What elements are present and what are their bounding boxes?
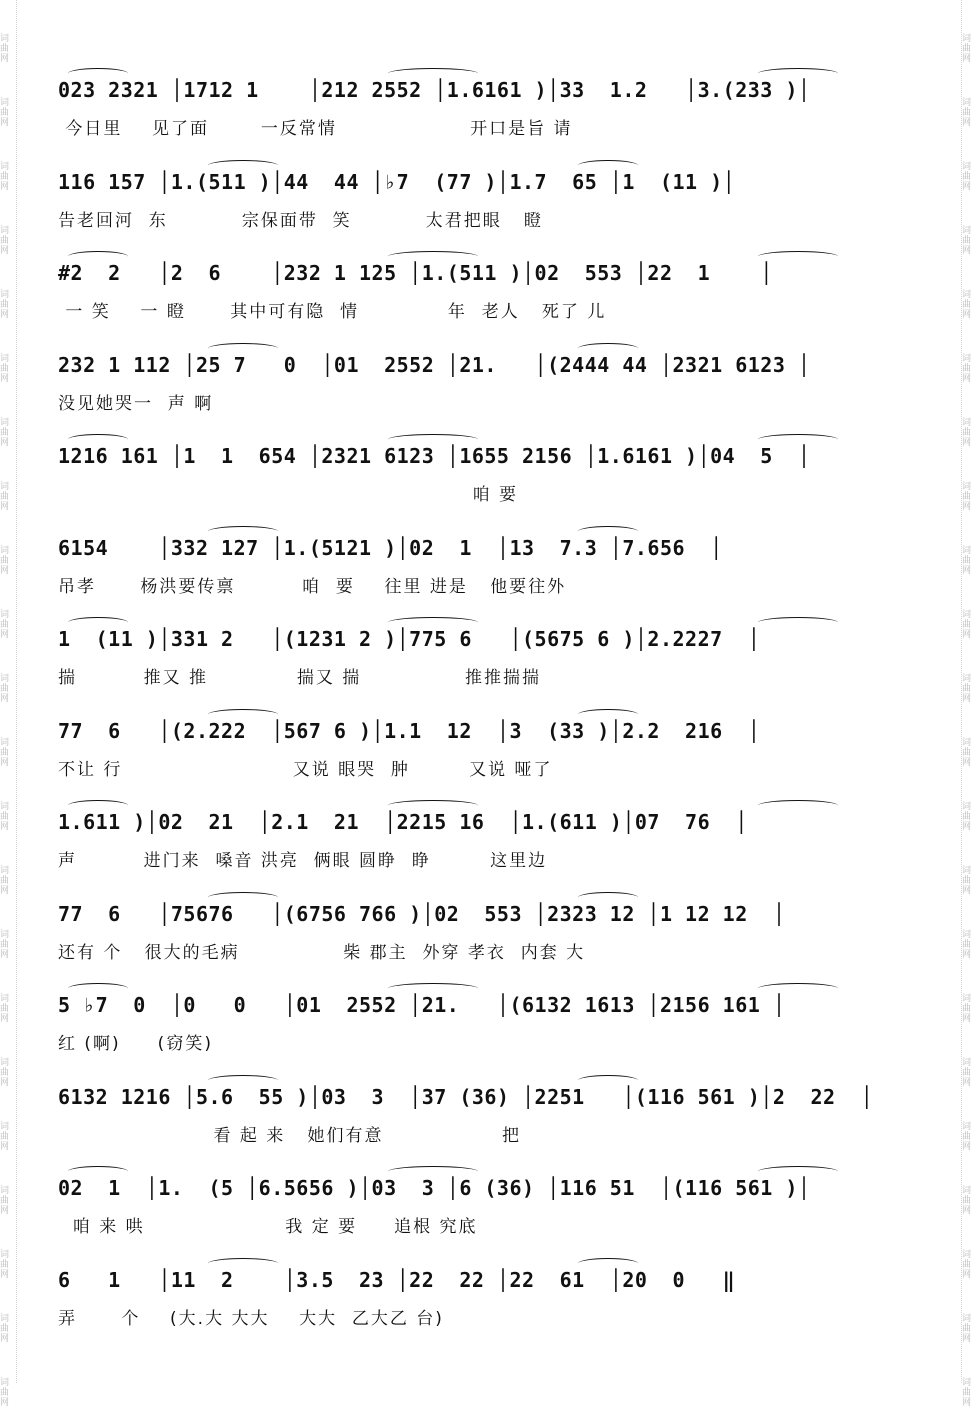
watermark-text: 词曲网 <box>962 34 972 64</box>
watermark-text: 词曲网 <box>0 1058 10 1088</box>
notation-line: 5 ♭7 0 │0 0 │01 2552 │21. │(6132 1613 │2156 161 │ <box>58 993 786 1017</box>
score-system <box>58 1051 930 1146</box>
lyric-line: 看 起 来 她们有意 把 <box>58 1125 521 1146</box>
score-system <box>58 1142 930 1237</box>
notation-line: 6132 1216 │5.6 55 )│03 3 │37 (36) │2251 │(116 561 )│2 22 │ <box>58 1084 874 1109</box>
lyric-line: 咱 要 <box>58 485 519 505</box>
watermark-text: 词曲网 <box>0 546 10 576</box>
watermark-text: 词曲网 <box>0 226 10 256</box>
watermark-text: 词曲网 <box>0 98 10 128</box>
score-system <box>58 776 930 871</box>
watermark-text: 词曲网 <box>962 1314 972 1344</box>
score-system <box>58 1234 930 1329</box>
watermark-text: 词曲网 <box>0 1314 10 1344</box>
score-system <box>58 136 930 231</box>
watermark-text: 词曲网 <box>962 738 972 768</box>
notation-line: 6 1 │11 2 │3.5 23 │22 22 │22 61 │20 0 ‖ <box>58 1267 736 1292</box>
watermark-text: 词曲网 <box>0 418 10 448</box>
watermark-text: 词曲网 <box>962 354 972 384</box>
watermark-text: 词曲网 <box>962 546 972 576</box>
right-watermark-strip <box>961 0 978 1408</box>
notation-line: 023 2321 │1712 1 │212 2552 │1.6161 )│33 1.2 │3.(233 )│ <box>58 78 811 102</box>
watermark-text: 词曲网 <box>962 98 972 128</box>
watermark-text: 词曲网 <box>0 482 10 512</box>
watermark-text: 词曲网 <box>0 34 10 64</box>
notation-line: 1216 161 │1 1 654 │2321 6123 │1655 2156 │1.6161 )│04 5 │ <box>58 444 811 468</box>
notation-line: 1 (11 )│331 2 │(1231 2 )│775 6 │(5675 6 )│2.2227 │ <box>58 627 761 651</box>
watermark-text: 词曲网 <box>962 1250 972 1280</box>
lyric-line: 吊孝 杨洪要传禀 咱 要 往里 进是 他要往外 <box>58 576 567 597</box>
notation-line: 77 6 │75676 │(6756 766 )│02 553 │2323 12 │1 12 12 │ <box>58 901 786 926</box>
score-system <box>58 868 930 963</box>
score-system <box>58 319 930 414</box>
watermark-text: 词曲网 <box>0 674 10 704</box>
watermark-text: 词曲网 <box>962 290 972 320</box>
notation-line: 1.611 )│02 21 │2.1 21 │2215 16 │1.(611 )│07 76 │ <box>58 810 748 834</box>
lyric-line: 告老回河 东 宗保面带 笑 太君把眼 瞪 <box>58 210 543 231</box>
watermark-text: 词曲网 <box>0 1122 10 1152</box>
watermark-text: 词曲网 <box>962 1122 972 1152</box>
watermark-text: 词曲网 <box>0 610 10 640</box>
lyric-line: 今日里 见了面 一反常情 开口是旨 请 <box>58 119 573 139</box>
lyric-line: 弄 个 (大.大 大大 大大 乙大乙 台) <box>58 1308 444 1329</box>
lyric-line: 没见她哭一 声 啊 <box>58 393 214 414</box>
left-watermark-strip <box>0 0 17 1408</box>
lyric-line: 还有 个 很大的毛病 柴 郡主 外穿 孝衣 内套 大 <box>58 942 586 963</box>
watermark-text: 词曲网 <box>0 930 10 960</box>
watermark-text: 词曲网 <box>962 1378 972 1408</box>
watermark-text: 词曲网 <box>962 418 972 448</box>
watermark-text: 词曲网 <box>962 482 972 512</box>
notation-line: 116 157 │1.(511 )│44 44 │♭7 (77 )│1.7 65 │1 (11 )│ <box>58 169 736 194</box>
watermark-text: 词曲网 <box>0 994 10 1024</box>
watermark-text: 词曲网 <box>0 1378 10 1408</box>
watermark-text: 词曲网 <box>962 162 972 192</box>
watermark-text: 词曲网 <box>962 1186 972 1216</box>
lyric-line: 咱 来 哄 我 定 要 追根 究底 <box>58 1217 478 1237</box>
notation-line: 02 1 │1. (5 │6.5656 )│03 3 │6 (36) │116 51 │(116 561 )│ <box>58 1176 811 1200</box>
notation-line: #2 2 │2 6 │232 1 125 │1.(511 )│02 553 │22 1 │ <box>58 261 773 285</box>
watermark-text: 词曲网 <box>962 994 972 1024</box>
score-system <box>58 227 930 322</box>
score-system <box>58 959 930 1054</box>
notation-line: 232 1 112 │25 7 0 │01 2552 │21. │(2444 44 │2321 6123 │ <box>58 352 811 377</box>
watermark-text: 词曲网 <box>0 1186 10 1216</box>
notation-line: 6154 │332 127 │1.(5121 )│02 1 │13 7.3 │7.656 │ <box>58 535 723 560</box>
watermark-text: 词曲网 <box>0 162 10 192</box>
notation-line: 77 6 │(2.222 │567 6 )│1.1 12 │3 (33 )│2.2 216 │ <box>58 718 761 743</box>
watermark-text: 词曲网 <box>962 674 972 704</box>
lyric-line: 一 笑 一 瞪 其中可有隐 情 年 老人 死了 儿 <box>58 302 607 322</box>
score-system <box>58 44 930 139</box>
watermark-text: 词曲网 <box>962 226 972 256</box>
score-system <box>58 410 930 505</box>
watermark-text: 词曲网 <box>962 930 972 960</box>
lyric-line: 不让 行 又说 眼哭 肿 又说 哑了 <box>58 759 553 780</box>
lyric-line: 红 (啊) (窃笑) <box>58 1034 213 1054</box>
watermark-text: 词曲网 <box>962 866 972 896</box>
watermark-text: 词曲网 <box>962 802 972 832</box>
lyric-line: 揣 推又 推 揣又 揣 推推揣揣 <box>58 668 541 688</box>
jianpu-score <box>58 44 930 1329</box>
watermark-text: 词曲网 <box>0 354 10 384</box>
watermark-text: 词曲网 <box>0 802 10 832</box>
watermark-text: 词曲网 <box>0 866 10 896</box>
score-system <box>58 685 930 780</box>
watermark-text: 词曲网 <box>0 1250 10 1280</box>
watermark-text: 词曲网 <box>0 738 10 768</box>
lyric-line: 声 进门来 嗓音 洪亮 俩眼 圆睁 睁 这里边 <box>58 851 548 871</box>
score-system <box>58 593 930 688</box>
watermark-text: 词曲网 <box>962 610 972 640</box>
watermark-text: 词曲网 <box>0 290 10 320</box>
watermark-text: 词曲网 <box>962 1058 972 1088</box>
score-system <box>58 502 930 597</box>
